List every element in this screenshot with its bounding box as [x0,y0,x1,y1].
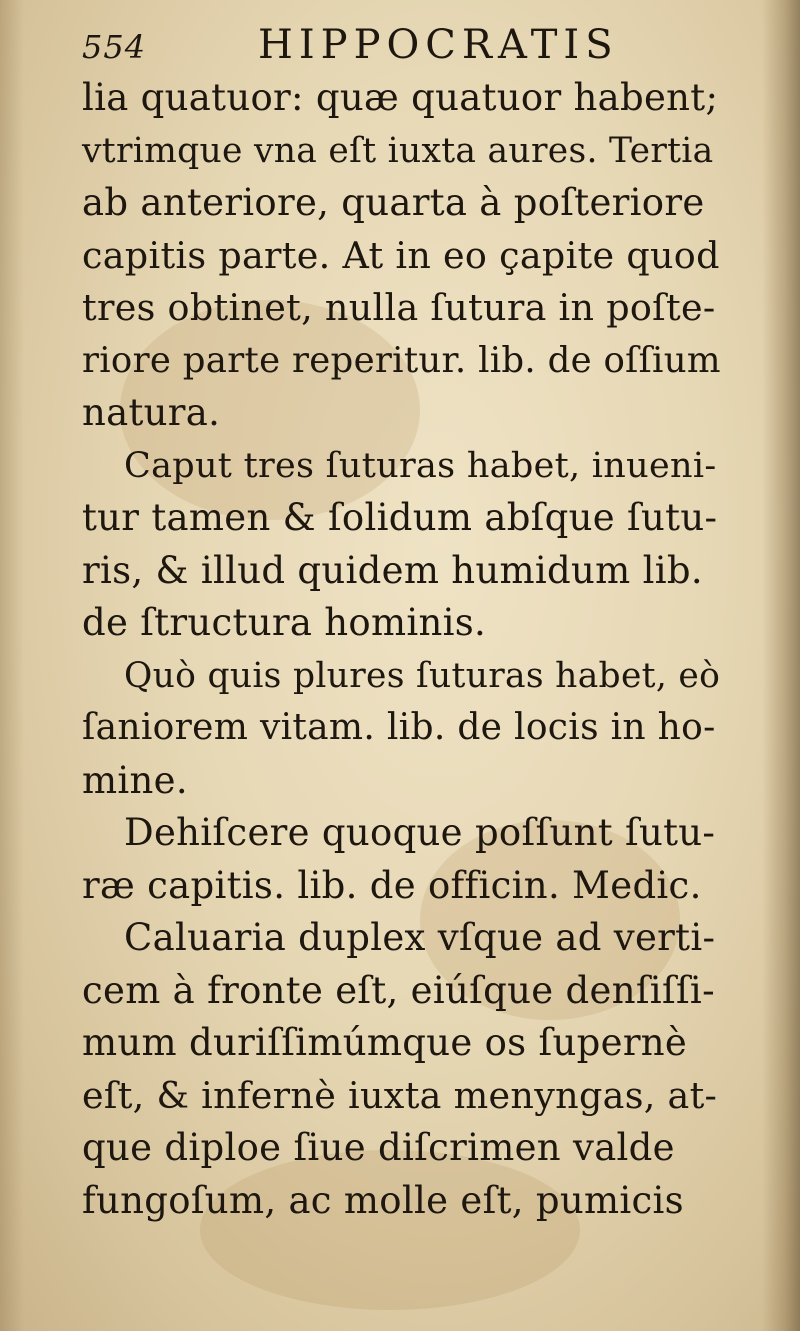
text-line: de ſtructura hominis. [82,601,487,644]
text-line: mum duriſſimúmque os ſupernè [82,1021,688,1064]
body-text [82,72,722,1227]
text-line: ræ capitis. lib. de officin. Medic. [82,863,702,907]
page-number: 554 [82,28,147,66]
text-line: Quò quis plures ſuturas habet, eò [124,655,721,696]
text-line: que diploe ſiue diſcrimen valde [82,1126,675,1169]
text-line: ſaniorem vitam. lib. de locis in ho- [82,707,716,748]
text-line: tur tamen & ſolidum abſque ſutu- [82,496,718,539]
text-line: vtrimque vna eſt iuxta aures. Tertia [82,130,714,171]
text-line: eſt, & infernè iuxta menyngas, at- [82,1073,718,1117]
page-header [82,22,722,72]
text-line: Caput tres ſuturas habet, inueni- [124,445,717,486]
text-line: lia quatuor: quæ quatuor habent; [82,76,719,119]
text-line: natura. [82,391,221,434]
running-title: HIPPOCRATIS [258,22,619,68]
text-line: tres obtinet, nulla ſutura in poſte- [82,286,716,329]
text-line: fungoſum, ac molle eſt, pumicis [82,1178,684,1222]
page-shadow-left [0,0,24,1331]
text-line: Dehiſcere quoque poſſunt ſutu- [124,811,716,854]
text-line: mine. [82,758,188,802]
text-line: ab anteriore, quarta à poſteriore [82,181,705,224]
page-shadow-right [762,0,800,1331]
text-line: capitis parte. At in eo çapite quod [82,233,720,277]
text-line: riore parte reperitur. lib. de oſſium [82,339,721,381]
text-line: cem à fronte eſt, eiúſque denſiſſi- [82,968,715,1012]
text-line: ris, & illud quidem humidum lib. [82,548,703,592]
text-line: Caluaria duplex vſque ad verti- [124,916,716,959]
